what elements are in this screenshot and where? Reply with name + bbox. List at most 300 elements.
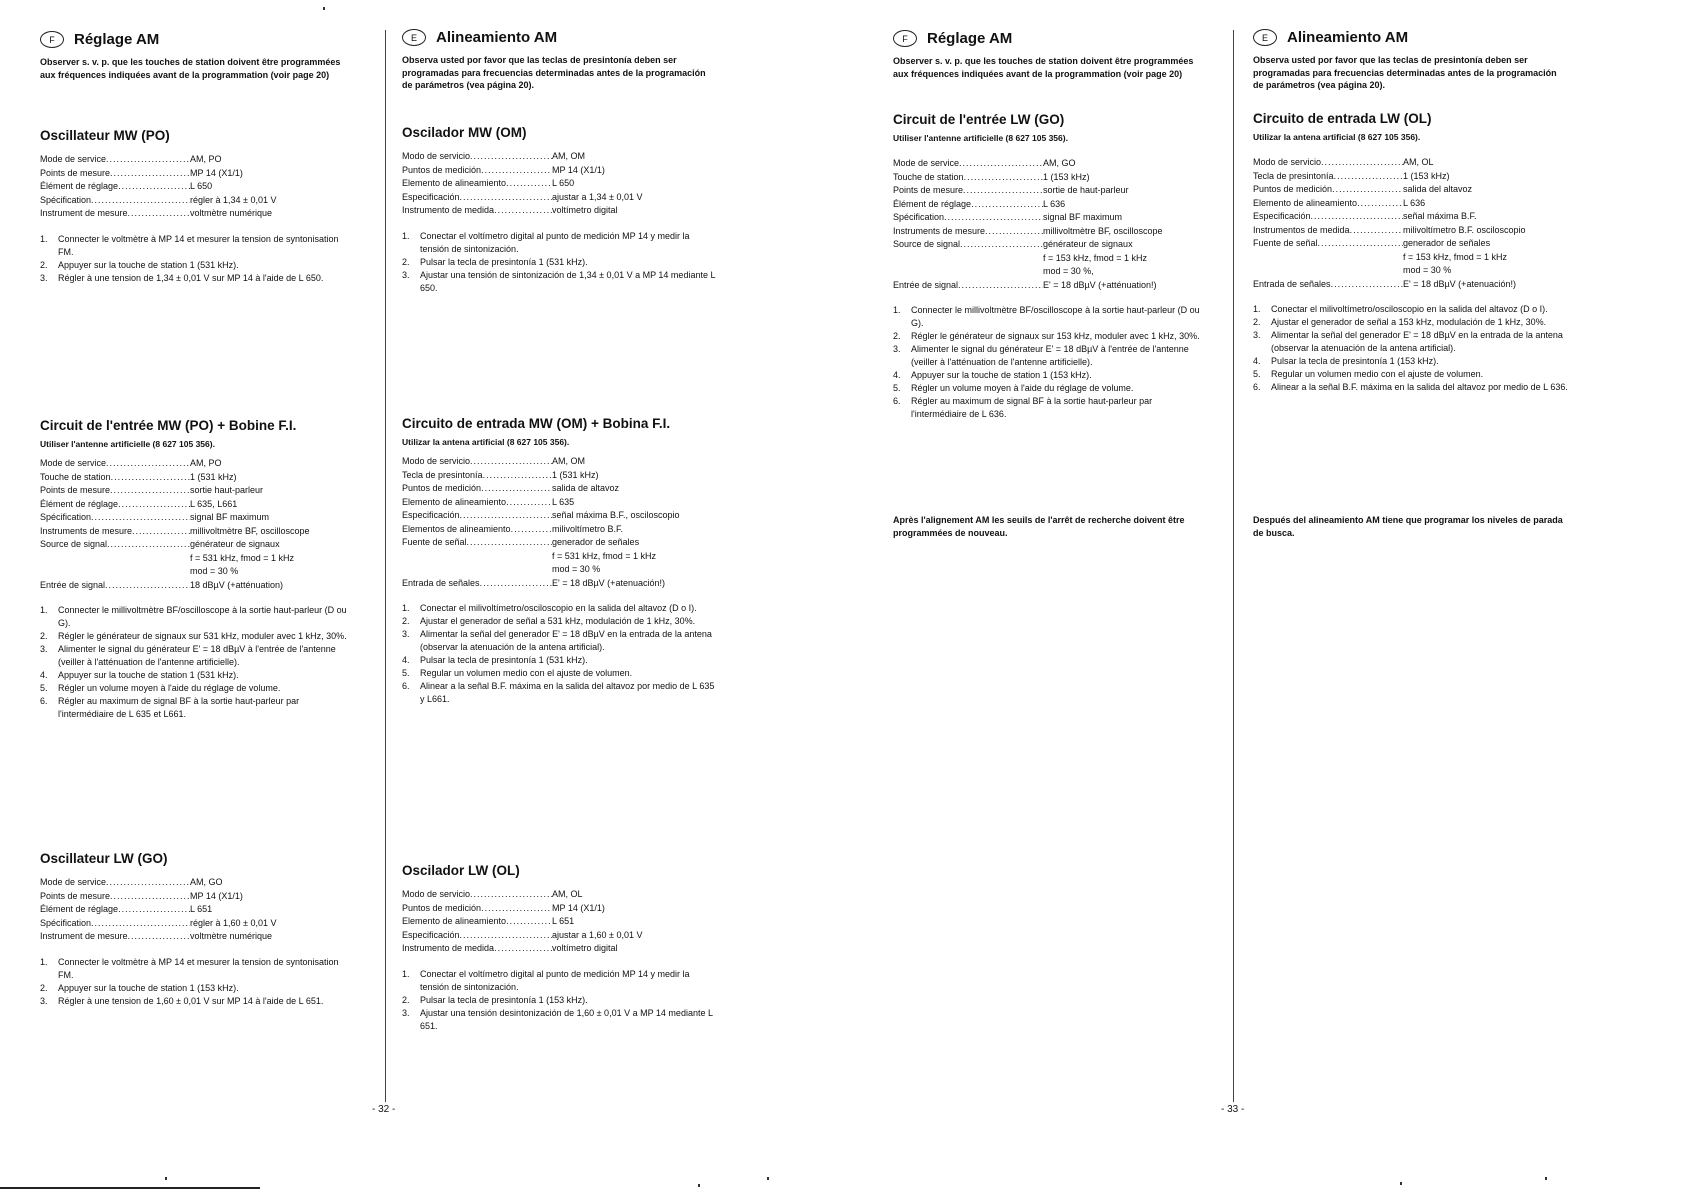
spec-row (1253, 183, 1568, 197)
spec-row (1253, 197, 1568, 211)
step-list (40, 233, 355, 285)
title-text: Alineamiento AM (1287, 29, 1409, 46)
title-text: Alineamiento AM (436, 29, 558, 46)
scan-speck (767, 1177, 769, 1180)
scan-speck (698, 1184, 700, 1187)
step-number: 4. (40, 670, 48, 680)
leader-dots (481, 902, 552, 916)
step-item (402, 615, 717, 628)
spec-value: L 635, L661 (190, 498, 238, 509)
spec-value: millivoltmètre BF, oscilloscope (1043, 225, 1163, 236)
spec-row (1253, 224, 1568, 238)
leader-dots (110, 167, 190, 181)
spec-value: generador de señales (552, 537, 640, 547)
step-item (40, 272, 355, 285)
spec-row (40, 167, 355, 181)
step-number: 6. (40, 696, 48, 706)
leader-dots (105, 579, 190, 593)
step-number: 3. (402, 629, 410, 639)
spec-row (402, 550, 717, 564)
spec-label: Source de signal (40, 539, 108, 549)
step-item (893, 395, 1208, 421)
antenna-note: Utiliser l'antenne artificielle (8 627 105 356). (893, 133, 1068, 143)
spec-row (893, 279, 1208, 293)
section-lw-oscillator (40, 851, 355, 1008)
spec-label: Entrada de señales (1253, 278, 1331, 289)
step-list (402, 968, 717, 1033)
closing-note: Après l'alignement AM les seuils de l'arrêt de recherche doivent être programmées de nouveau. (893, 515, 1185, 538)
leader-dots (494, 942, 552, 956)
spec-value: régler à 1,60 ± 0,01 V (190, 917, 277, 928)
spec-table (402, 150, 717, 218)
spec-label: Points de mesure (40, 890, 111, 901)
leader-dots (460, 929, 552, 943)
spec-value: voltmètre numérique (190, 208, 273, 218)
spec-value: milivoltímetro B.F. (552, 523, 624, 534)
spec-label: Mode de service (40, 877, 107, 887)
leader-dots (985, 225, 1043, 239)
spec-value: MP 14 (X1/1) (190, 167, 243, 178)
leader-dots (1311, 210, 1403, 224)
spec-value: AM, GO (1043, 158, 1076, 168)
spec-row (1253, 278, 1568, 292)
step-item (1253, 368, 1568, 381)
spec-label: Spécification (893, 212, 945, 222)
step-item (1253, 381, 1568, 394)
step-number: 5. (1253, 369, 1261, 379)
spec-value: MP 14 (X1/1) (552, 164, 605, 175)
step-item (1253, 355, 1568, 368)
spec-label-cell (1253, 197, 1403, 211)
leader-dots (467, 536, 552, 550)
intro-text: Observer s. v. p. que les touches de station doivent être programmées aux fréquences indiquées avant de la programmation (voir page 20) (893, 56, 1194, 79)
spec-label: Especificación (402, 929, 460, 940)
spec-label: Elementos de alineamiento (402, 523, 511, 534)
spec-row (402, 915, 717, 929)
step-number: 6. (893, 396, 901, 406)
spec-label: Modo de servicio (402, 151, 471, 161)
spec-row (40, 471, 355, 485)
spec-label: Touche de station (893, 171, 964, 182)
spec-row (40, 498, 355, 512)
spec-row (402, 469, 717, 483)
spec-label: Tecla de presintonía (1253, 170, 1334, 181)
subsection-title: Circuito de entrada LW (OL) (1253, 111, 1432, 126)
step-text: Appuyer sur la touche de station 1 (531 kHz). (58, 259, 239, 270)
spec-value: ajustar a 1,34 ± 0,01 V (552, 191, 643, 202)
spec-label: Spécification (40, 917, 92, 928)
step-number: 1. (40, 956, 48, 967)
spec-label: Entrée de signal (893, 279, 959, 290)
spec-value: 1 (531 kHz) (190, 471, 237, 482)
spec-label: Modo de servicio (402, 889, 471, 899)
spec-value: AM, OL (552, 889, 583, 899)
spec-label: Instrumento de medida (402, 943, 495, 953)
step-number: 5. (893, 383, 901, 393)
section-title (402, 29, 717, 46)
step-text: Pulsar la tecla de presintonía 1 (531 kHz). (420, 655, 588, 665)
spec-value: 1 (153 kHz) (1043, 171, 1090, 182)
step-number: 3. (1253, 330, 1261, 340)
page-number-right: - 33 - (1221, 1104, 1245, 1115)
spec-value: L 650 (190, 181, 213, 191)
spec-row (1253, 264, 1568, 278)
antenna-note: Utiliser l'antenne artificielle (8 627 105 356). (40, 439, 215, 449)
leader-dots (1334, 170, 1403, 184)
spec-row (402, 204, 717, 218)
step-list (402, 230, 717, 295)
leader-dots (460, 509, 552, 523)
step-item (893, 304, 1208, 330)
leader-dots (106, 876, 190, 890)
leader-dots (91, 917, 190, 931)
leader-dots (470, 150, 552, 164)
spec-label: Mode de service (40, 458, 107, 468)
section-mw-input (40, 418, 355, 721)
spec-row (1253, 156, 1568, 170)
step-item (893, 343, 1208, 369)
step-text: Régler au maximum de signal BF à la sortie haut-parleur par l'intermédiaire de L 635 et L661. (58, 696, 300, 719)
step-text: Régler un volume moyen à l'aide du réglage de volume. (911, 383, 1134, 393)
spec-row (40, 511, 355, 525)
closing-note-block (1253, 514, 1568, 540)
spec-row (40, 579, 355, 593)
spec-label-cell (402, 177, 552, 191)
spec-label-cell (402, 482, 552, 496)
leader-dots (483, 469, 552, 483)
spec-value: 18 dBµV (+atténuation) (190, 579, 283, 590)
spec-label: Touche de station (40, 471, 111, 482)
step-list (402, 602, 717, 706)
spec-value: mod = 30 % (1403, 265, 1452, 275)
spec-label: Instrument de mesure (40, 208, 128, 218)
step-number: 6. (1253, 382, 1261, 392)
spec-label-cell (893, 171, 1043, 185)
spec-value: generador de señales (1403, 238, 1491, 248)
spec-row (402, 191, 717, 205)
spec-label-cell (40, 194, 190, 208)
spec-label: Source de signal (893, 239, 961, 249)
spec-label-cell (893, 225, 1043, 239)
step-text: Regular un volumen medio con el ajuste de volumen. (1271, 369, 1484, 379)
step-number: 3. (40, 995, 48, 1006)
spec-row (40, 180, 355, 194)
spec-value: sortie de haut-parleur (1043, 185, 1129, 195)
subsection-title: Oscilador LW (OL) (402, 863, 520, 878)
spec-label-cell (1253, 210, 1403, 224)
step-number: 2. (40, 631, 48, 641)
spec-value: AM, GO (190, 877, 223, 887)
spec-row (402, 509, 717, 523)
spec-value: voltmètre numérique (190, 931, 273, 941)
spec-value: L 635 (552, 496, 575, 507)
spec-row (893, 198, 1208, 212)
spec-value: f = 531 kHz, fmod = 1 kHz (552, 550, 657, 561)
step-text: Conectar el voltímetro digital al punto de medición MP 14 y medir la tensión de sintonización. (420, 968, 690, 992)
spec-label: Modo de servicio (402, 456, 471, 466)
spec-label-cell (402, 523, 552, 537)
spec-label: Points de mesure (40, 167, 111, 178)
spec-value: mod = 30 % (552, 564, 601, 574)
antenna-note: Utilizar la antena artificial (8 627 105 356). (1253, 132, 1421, 142)
spec-row (40, 552, 355, 566)
step-number: 2. (40, 982, 48, 993)
leader-dots (470, 455, 552, 469)
step-item (402, 628, 717, 654)
spec-value: signal BF maximum (1043, 212, 1123, 222)
spec-label-cell (402, 191, 552, 205)
spec-value: voltímetro digital (552, 943, 618, 953)
step-item (40, 695, 355, 721)
spec-row (893, 252, 1208, 266)
step-text: Connecter le millivoltmètre BF/oscilloscope à la sortie haut-parleur (D ou G). (911, 305, 1200, 328)
header-block (1253, 29, 1568, 92)
leader-dots (460, 191, 552, 205)
step-item (402, 667, 717, 680)
leader-dots (511, 523, 552, 537)
scan-edge-line (0, 1187, 260, 1189)
section-title (40, 31, 355, 48)
spec-value: ajustar a 1,60 ± 0,01 V (552, 929, 643, 940)
spec-row (893, 171, 1208, 185)
step-item (893, 369, 1208, 382)
spec-row (893, 265, 1208, 279)
spec-label-cell (1253, 170, 1403, 184)
spec-row (40, 903, 355, 917)
spec-value: L 636 (1043, 198, 1066, 209)
step-number: 4. (1253, 356, 1261, 366)
leader-dots (1318, 237, 1403, 251)
leader-dots (1332, 183, 1403, 197)
step-item (402, 230, 717, 256)
spec-label-cell (40, 167, 190, 181)
leader-dots (110, 484, 190, 498)
step-item (402, 968, 717, 994)
spec-label: Fuente de señal (402, 537, 467, 547)
step-text: Régler le générateur de signaux sur 531 kHz, moduler avec 1 kHz, 30%. (58, 631, 347, 641)
leader-dots (958, 279, 1043, 293)
spec-value: señal máxima B.F., osciloscopio (552, 510, 680, 520)
column-divider-left (385, 30, 386, 1102)
spec-row (402, 563, 717, 577)
step-number: 6. (402, 681, 410, 691)
leader-dots (959, 157, 1043, 171)
scan-speck (1400, 1182, 1402, 1185)
step-text: Alinear a la señal B.F. máxima en la salida del altavoz por medio de L 635 y L661. (420, 681, 715, 704)
language-badge: F (893, 30, 917, 47)
step-text: Connecter le millivoltmètre BF/oscilloscope à la sortie haut-parleur (D ou G). (58, 605, 347, 628)
step-number: 3. (40, 644, 48, 654)
step-item (40, 259, 355, 272)
spec-label: Entrada de señales (402, 577, 480, 588)
spec-label-cell (40, 471, 190, 485)
spec-table (40, 153, 355, 221)
spec-label-cell (402, 942, 552, 956)
spec-value: générateur de signaux (1043, 239, 1133, 249)
spec-label-cell (893, 157, 1043, 171)
step-number: 2. (893, 331, 901, 341)
spec-value: sortie haut-parleur (190, 485, 264, 495)
step-text: Régler à une tension de 1,34 ± 0,01 V sur MP 14 à l'aide de L 650. (58, 272, 324, 283)
spec-label-cell (893, 279, 1043, 293)
subsection-title: Circuit de l'entrée MW (PO) + Bobine F.I. (40, 418, 297, 433)
step-text: Pulsar la tecla de presintonía 1 (531 kHz). (420, 256, 588, 267)
step-text: Connecter le voltmètre à MP 14 et mesurer la tension de syntonisation FM. (58, 956, 339, 980)
spec-label: Elemento de alineamiento (1253, 197, 1358, 208)
closing-note-block (893, 514, 1208, 540)
spec-row (40, 890, 355, 904)
spec-label-cell (40, 903, 190, 917)
spec-label-cell (40, 538, 190, 552)
spec-row (402, 150, 717, 164)
closing-note: Después del alineamiento AM tiene que programar los niveles de parada de busca. (1253, 515, 1563, 538)
step-item (893, 330, 1208, 343)
spec-label-cell (402, 204, 552, 218)
spec-label-cell (402, 509, 552, 523)
spec-table (893, 157, 1208, 292)
section-title (1253, 29, 1568, 46)
spec-row (40, 194, 355, 208)
step-list (40, 956, 355, 1008)
spec-row (1253, 170, 1568, 184)
spec-value: salida del altavoz (1403, 184, 1473, 194)
spec-label-cell (402, 915, 552, 929)
spec-label-cell (893, 198, 1043, 212)
spec-value: f = 531 kHz, fmod = 1 kHz (190, 552, 295, 563)
spec-label-cell (402, 496, 552, 510)
spec-label: Especificación (402, 191, 460, 202)
leader-dots (481, 482, 552, 496)
spec-label: Instruments de mesure (40, 525, 133, 536)
spec-label: Puntos de medición (402, 164, 482, 175)
spec-row (40, 525, 355, 539)
step-item (402, 256, 717, 269)
spec-value: AM, OM (552, 456, 585, 466)
spec-label: Especificación (402, 510, 460, 520)
leader-dots (1321, 156, 1403, 170)
spec-value: 1 (153 kHz) (1403, 170, 1450, 181)
spec-label-cell (40, 484, 190, 498)
step-number: 1. (40, 605, 48, 615)
step-number: 1. (40, 233, 48, 244)
header-block (40, 31, 355, 81)
subsection-title: Oscillateur LW (GO) (40, 851, 168, 866)
spec-row (893, 157, 1208, 171)
spec-row (40, 930, 355, 944)
step-number: 2. (402, 994, 410, 1005)
spec-value: régler à 1,34 ± 0,01 V (190, 194, 277, 205)
spec-row (40, 457, 355, 471)
spec-label: Élément de réglage (40, 181, 119, 191)
spec-value: salida de altavoz (552, 483, 620, 493)
step-number: 3. (402, 1007, 410, 1018)
step-text: Régler à une tension de 1,60 ± 0,01 V sur MP 14 à l'aide de L 651. (58, 995, 324, 1006)
spec-label: Modo de servicio (1253, 157, 1322, 167)
spec-label-cell (1253, 183, 1403, 197)
spec-row (1253, 251, 1568, 265)
language-badge: E (402, 29, 426, 46)
leader-dots (91, 194, 190, 208)
leader-dots (111, 471, 190, 485)
step-text: Appuyer sur la touche de station 1 (531 kHz). (58, 670, 239, 680)
spec-label-cell (893, 238, 1043, 252)
step-text: Régler le générateur de signaux sur 153 kHz, moduler avec 1 kHz, 30%. (911, 331, 1200, 341)
leader-dots (481, 164, 552, 178)
spec-label-cell (402, 888, 552, 902)
spec-label: Spécification (40, 512, 92, 522)
spec-label: Instruments de mesure (893, 225, 986, 236)
spec-row (402, 942, 717, 956)
spec-value: AM, OM (552, 151, 585, 161)
spec-value: E' = 18 dBµV (+atenuación!) (552, 577, 665, 588)
spec-label-cell (40, 207, 190, 221)
step-number: 1. (402, 230, 410, 241)
spec-value: MP 14 (X1/1) (190, 890, 243, 901)
step-item (40, 956, 355, 982)
spec-label: Élément de réglage (893, 198, 972, 209)
step-item (893, 382, 1208, 395)
spec-value: AM, PO (190, 458, 222, 468)
spec-label: Spécification (40, 194, 92, 205)
step-item (40, 669, 355, 682)
spec-label-cell (402, 150, 552, 164)
section-mw-input (402, 416, 717, 706)
leader-dots (106, 153, 190, 167)
antenna-note: Utilizar la antena artificial (8 627 105 356). (402, 437, 570, 447)
spec-label-cell (40, 457, 190, 471)
step-item (40, 604, 355, 630)
spec-label: Instrumentos de medida (1253, 224, 1350, 235)
spec-label: Instrument de mesure (40, 931, 128, 941)
step-text: Connecter le voltmètre à MP 14 et mesurer la tension de syntonisation FM. (58, 233, 339, 257)
spec-table (1253, 156, 1568, 291)
spec-value: millivoltmètre BF, oscilloscope (190, 525, 310, 536)
language-badge: F (40, 31, 64, 48)
step-text: Ajustar el generador de señal a 153 kHz, modulación de 1 kHz, 30%. (1271, 317, 1547, 327)
spec-label: Mode de service (40, 154, 107, 164)
spec-label: Instrumento de medida (402, 205, 495, 215)
step-item (40, 630, 355, 643)
step-item (402, 680, 717, 706)
spec-row (40, 538, 355, 552)
header-block (402, 29, 717, 92)
step-text: Ajustar una tensión de sintonización de 1,34 ± 0,01 V a MP 14 mediante L 650. (420, 269, 716, 293)
intro-text: Observa usted por favor que las teclas de presintonía deben ser programadas para frecuencias determinadas antes de la programación de parámetros (vea página 20). (1253, 55, 1557, 90)
step-item (402, 994, 717, 1007)
step-text: Alinear a la señal B.F. máxima en la salida del altavoz por medio de L 636. (1271, 382, 1568, 392)
step-item (402, 269, 717, 295)
step-number: 5. (40, 683, 48, 693)
spec-label: Elemento de alineamiento (402, 178, 507, 188)
spec-label: Entrée de signal (40, 579, 106, 590)
step-text: Régler au maximum de signal BF à la sortie haut-parleur par l'intermédiaire de L 636. (911, 396, 1153, 419)
step-text: Appuyer sur la touche de station 1 (153 kHz). (911, 370, 1092, 380)
spec-value: mod = 30 % (190, 566, 239, 576)
spec-value: E' = 18 dBµV (+atenuación!) (1403, 278, 1516, 289)
spec-label: Especificación (1253, 211, 1311, 221)
subsection-title: Oscilador MW (OM) (402, 125, 527, 140)
spec-value: señal máxima B.F. (1403, 211, 1477, 221)
spec-label-cell (893, 211, 1043, 225)
leader-dots (107, 538, 190, 552)
spec-value: L 651 (190, 904, 213, 914)
section-mw-oscillator (402, 125, 717, 295)
leader-dots (470, 888, 552, 902)
spec-row (402, 929, 717, 943)
spec-row (402, 496, 717, 510)
spec-row (40, 153, 355, 167)
intro-text: Observer s. v. p. que les touches de station doivent être programmées aux fréquences indiquées avant de la programmation (voir page 20) (40, 57, 341, 80)
